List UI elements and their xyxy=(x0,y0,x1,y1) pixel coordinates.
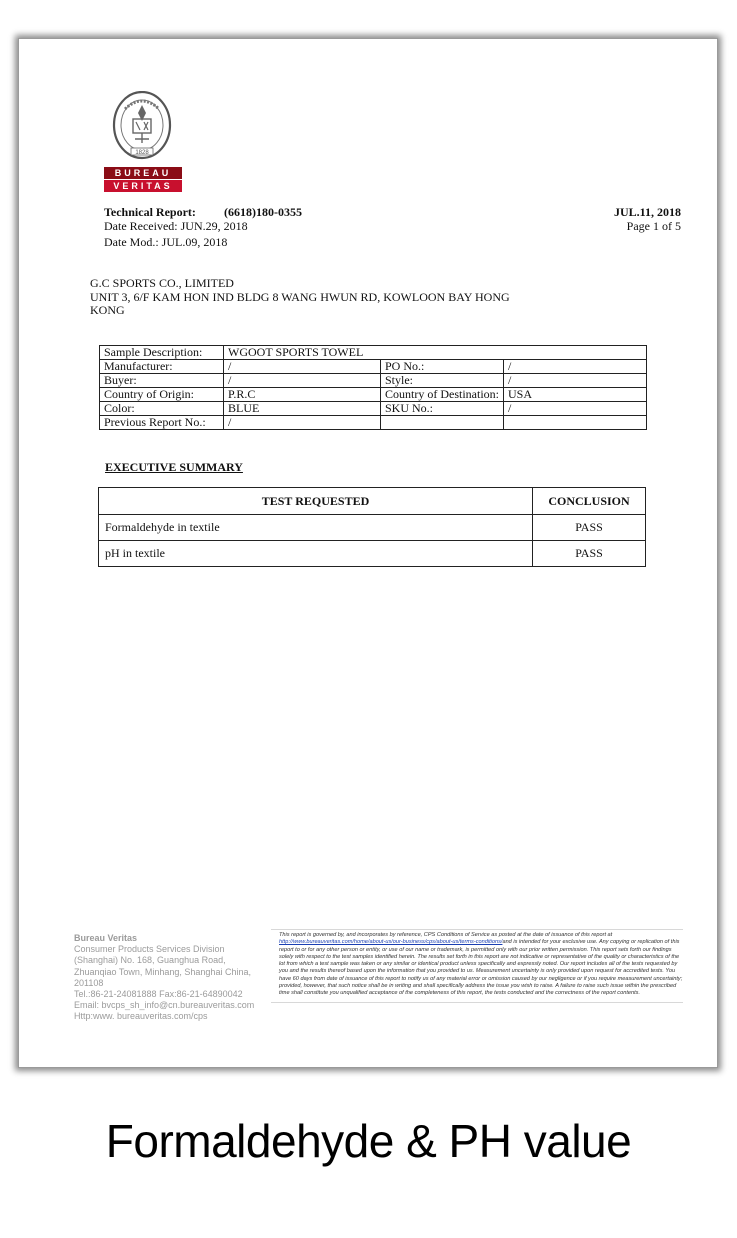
style-label: Style: xyxy=(381,374,504,388)
footer-website: Http:www. bureauveritas.com/cps xyxy=(74,1011,208,1022)
destination-value: USA xyxy=(504,388,647,402)
test-name: Formaldehyde in textile xyxy=(99,515,533,541)
executive-summary-heading: EXECUTIVE SUMMARY xyxy=(105,460,243,474)
logo-band-bottom: VERITAS xyxy=(104,180,182,192)
origin-label: Country of Origin: xyxy=(100,388,224,402)
logo-band-top: BUREAU xyxy=(104,167,182,179)
manufacturer-value: / xyxy=(224,360,381,374)
test-requested-header: TEST REQUESTED xyxy=(99,488,533,515)
table-row xyxy=(100,402,647,416)
table-row xyxy=(100,388,647,402)
test-name: pH in textile xyxy=(99,541,533,567)
table-row xyxy=(100,360,647,374)
disclaimer-part: This report is governed by, and incorporates by reference, CPS Conditions of Service as posted at the date of issuance of this report at xyxy=(279,932,613,938)
style-value: / xyxy=(504,374,647,388)
table-row xyxy=(100,374,647,388)
buyer-value: / xyxy=(224,374,381,388)
bureau-veritas-logo xyxy=(104,91,182,195)
previous-report-value: / xyxy=(224,416,381,430)
disclaimer-part: and is intended for your exclusive use. Any copying or replication of this report to or for any other person or entity, or use of our name or trademark, is permitted only with our prior written permission. This report sets forth our findings solely with respect to the test samples identified herein. The results set forth in this report are not indicative or representative of the quality or characteristics of the lot from which a test sample was taken or any similar or identical product unless specifically and expressly noted. Our report includes all of the tests requested by you and the results thereof based upon the information that you provided to us. Measurement uncertainty is only provided upon request for accredited tests. You have 60 days from date of issuance of this report to notify us of any material error or omission caused by our negligence or if you require measurement uncertainty; provided, however, that such notice shall be in writing and shall specifically address the issue you wish to raise. A failure to raise such issue within the prescribed time shall constitute you unqualified acceptance of the completeness of this report, the tests conducted and the correctness of the report contents. xyxy=(279,939,683,997)
empty-cell xyxy=(381,416,504,430)
client-address-block xyxy=(90,277,530,318)
table-row xyxy=(99,541,646,567)
color-label: Color: xyxy=(100,402,224,416)
footer-address-line: (Shanghai) No. 168, Guanghua Road, xyxy=(74,955,226,966)
footer-contact xyxy=(74,933,269,1023)
table-row xyxy=(99,515,646,541)
disclaimer-text xyxy=(271,929,683,1003)
sample-info-table xyxy=(99,345,647,430)
date-modified: Date Mod.: JUL.09, 2018 xyxy=(104,235,228,249)
sample-description-label: Sample Description: xyxy=(100,346,224,360)
footer-company: Bureau Veritas xyxy=(74,933,138,943)
date-received: Date Received: JUN.29, 2018 xyxy=(104,219,248,233)
conclusion-header: CONCLUSION xyxy=(533,488,646,515)
sku-label: SKU No.: xyxy=(381,402,504,416)
footer-phone: Tel.:86-21-24081888 Fax:86-21-64890042 xyxy=(74,989,243,1000)
destination-label: Country of Destination: xyxy=(381,388,504,402)
technical-report-label: Technical Report: xyxy=(104,205,196,219)
po-value: / xyxy=(504,360,647,374)
sample-description: WGOOT SPORTS TOWEL xyxy=(224,346,647,360)
sku-value: / xyxy=(504,402,647,416)
color-value: BLUE xyxy=(224,402,381,416)
client-name: G.C SPORTS CO., LIMITED xyxy=(90,276,234,290)
buyer-label: Buyer: xyxy=(100,374,224,388)
po-label: PO No.: xyxy=(381,360,504,374)
report-date: JUL.11, 2018 xyxy=(613,205,681,219)
report-number: (6618)180-0355 xyxy=(224,205,302,219)
svg-text:1828: 1828 xyxy=(135,150,149,156)
footer-email: Email: bvcps_sh_info@cn.bureauveritas.com xyxy=(74,1000,255,1011)
manufacturer-label: Manufacturer: xyxy=(100,360,224,374)
terms-link[interactable]: http://www.bureauveritas.com/home/about-us/our-business/cps/about-us/terms-conditions/ xyxy=(279,939,503,946)
footer-address-line: Zhuanqiao Town, Minhang, Shanghai China, xyxy=(74,966,251,977)
test-result: PASS xyxy=(533,541,646,567)
empty-cell xyxy=(504,416,647,430)
executive-summary-table xyxy=(98,487,646,567)
previous-report-label: Previous Report No.: xyxy=(100,416,224,430)
table-header-row xyxy=(99,488,646,515)
client-address: UNIT 3, 6/F KAM HON IND BLDG 8 WANG HWUN RD, KOWLOON BAY HONG KONG xyxy=(90,289,510,317)
page-number: Page 1 of 5 xyxy=(626,219,681,233)
footer-zip: 201108 xyxy=(74,977,104,988)
caption: Formaldehyde & PH value xyxy=(105,1115,632,1167)
footer-division: Consumer Products Services Division xyxy=(74,944,225,955)
report-page xyxy=(18,38,718,1068)
table-row xyxy=(100,416,647,430)
table-row xyxy=(100,346,647,360)
bureau-veritas-seal-icon xyxy=(111,91,173,163)
origin-value: P.R.C xyxy=(224,388,381,402)
test-result: PASS xyxy=(533,515,646,541)
